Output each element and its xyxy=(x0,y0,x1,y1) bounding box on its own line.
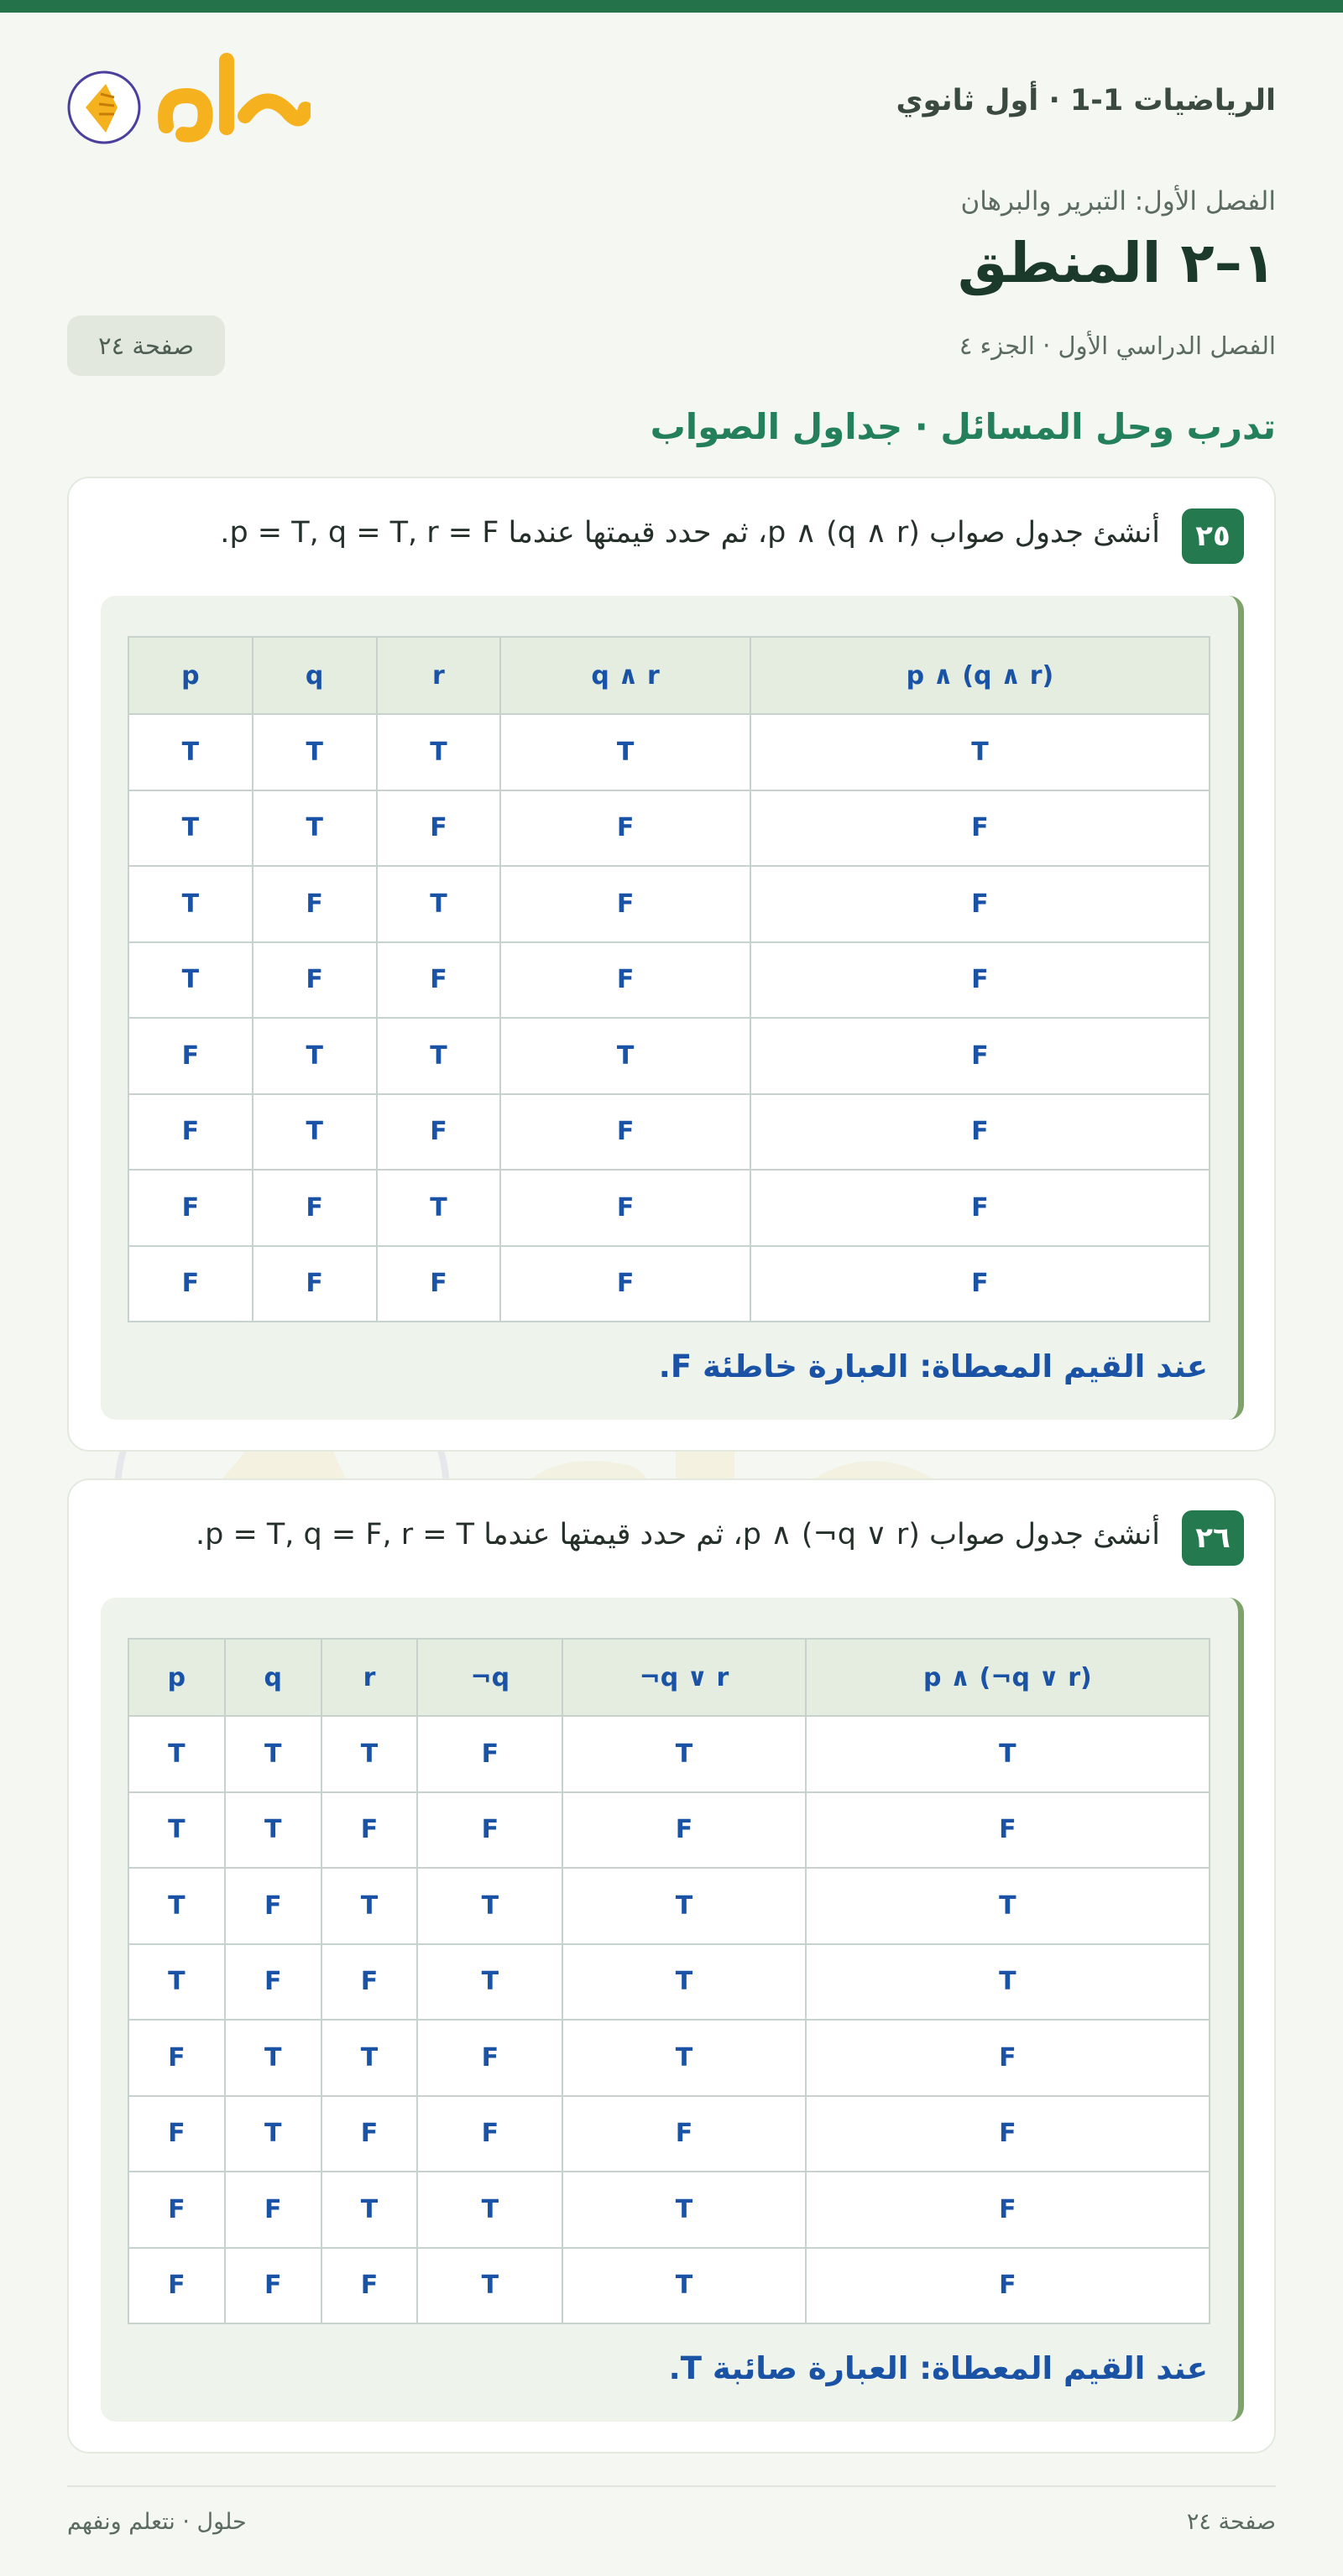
table-cell: T xyxy=(750,714,1210,790)
table-cell: F xyxy=(128,2248,225,2324)
problem-number-badge: ٢٥ xyxy=(1182,508,1244,564)
table-row xyxy=(128,1094,1210,1171)
table-cell: F xyxy=(128,1246,253,1322)
table-row xyxy=(128,1944,1210,2021)
table-cell: T xyxy=(377,1170,501,1246)
column-header: q ∧ r xyxy=(500,637,750,714)
top-accent-bar xyxy=(0,0,1343,13)
table-row xyxy=(128,714,1210,790)
table-cell: F xyxy=(377,1094,501,1171)
hulul-logo-icon xyxy=(67,50,311,151)
table-cell: T xyxy=(321,1716,418,1792)
table-row xyxy=(128,1868,1210,1944)
table-cell: F xyxy=(128,2096,225,2172)
problem-card-26 xyxy=(67,1478,1276,2453)
column-header: ¬q ∨ r xyxy=(562,1639,806,1716)
table-row xyxy=(128,1018,1210,1094)
table-cell: F xyxy=(128,1170,253,1246)
column-header: p xyxy=(128,637,253,714)
table-cell: F xyxy=(500,1094,750,1171)
table-cell: T xyxy=(500,714,750,790)
table-cell: F xyxy=(562,2096,806,2172)
table-cell: T xyxy=(128,1792,225,1869)
page-pill: صفحة ٢٤ xyxy=(67,315,225,376)
table-cell: T xyxy=(562,2172,806,2248)
table-cell: T xyxy=(806,1944,1210,2021)
table-cell: F xyxy=(750,790,1210,867)
table-cell: T xyxy=(128,714,253,790)
column-header: q xyxy=(253,637,377,714)
table-cell: F xyxy=(750,1018,1210,1094)
table-cell: T xyxy=(128,866,253,942)
table-cell: F xyxy=(750,1170,1210,1246)
table-cell: F xyxy=(500,1246,750,1322)
table-cell: T xyxy=(417,2248,562,2324)
table-cell: T xyxy=(128,790,253,867)
table-cell: F xyxy=(562,1792,806,1869)
table-row xyxy=(128,866,1210,942)
problem-number-badge: ٢٦ xyxy=(1182,1510,1244,1566)
table-cell: T xyxy=(417,1944,562,2021)
table-cell: F xyxy=(321,1792,418,1869)
chapter-label: الفصل الأول: التبرير والبرهان xyxy=(960,186,1276,216)
table-cell: F xyxy=(750,1246,1210,1322)
table-cell: T xyxy=(417,1868,562,1944)
column-header: ¬q xyxy=(417,1639,562,1716)
table-cell: F xyxy=(500,1170,750,1246)
footer-tagline: حلول · نتعلم ونفهم xyxy=(67,2509,247,2535)
table-cell: T xyxy=(253,790,377,867)
column-header: p ∧ (¬q ∨ r) xyxy=(806,1639,1210,1716)
table-row xyxy=(128,1792,1210,1869)
table-cell: T xyxy=(377,714,501,790)
problem-question: أنشئ جدول صواب p ∧ (¬q ∨ r)، ثم حدد قيمتها عندما p = T, q = F, r = T. xyxy=(195,1518,1160,1551)
table-cell: T xyxy=(253,1094,377,1171)
table-cell: F xyxy=(417,2096,562,2172)
table-cell: T xyxy=(128,1716,225,1792)
footer-divider xyxy=(67,2485,1276,2487)
table-cell: T xyxy=(417,2172,562,2248)
table-row xyxy=(128,2020,1210,2096)
table-cell: F xyxy=(128,2020,225,2096)
table-cell: F xyxy=(750,1094,1210,1171)
table-header-row xyxy=(128,637,1210,714)
table-cell: F xyxy=(321,1944,418,2021)
answer-box xyxy=(101,1598,1244,2422)
table-cell: F xyxy=(321,2248,418,2324)
table-cell: F xyxy=(377,1246,501,1322)
table-cell: F xyxy=(750,866,1210,942)
table-cell: F xyxy=(417,1792,562,1869)
page-header xyxy=(67,50,1276,159)
table-cell: F xyxy=(225,2248,321,2324)
table-row xyxy=(128,2172,1210,2248)
table-row xyxy=(128,790,1210,867)
table-cell: T xyxy=(500,1018,750,1094)
table-cell: T xyxy=(225,2096,321,2172)
table-cell: F xyxy=(321,2096,418,2172)
table-row xyxy=(128,1716,1210,1792)
table-row xyxy=(128,942,1210,1019)
table-cell: F xyxy=(806,2096,1210,2172)
table-cell: F xyxy=(377,790,501,867)
table-cell: T xyxy=(377,866,501,942)
table-cell: T xyxy=(321,2172,418,2248)
table-cell: T xyxy=(321,2020,418,2096)
lesson-title: ١–٢ المنطق xyxy=(958,231,1276,295)
column-header: r xyxy=(321,1639,418,1716)
table-cell: F xyxy=(500,866,750,942)
table-row xyxy=(128,1246,1210,1322)
truth-table-26 xyxy=(128,1638,1210,2324)
table-row xyxy=(128,2248,1210,2324)
table-cell: F xyxy=(806,2020,1210,2096)
table-cell: F xyxy=(128,1018,253,1094)
table-cell: F xyxy=(128,1094,253,1171)
table-cell: F xyxy=(806,2248,1210,2324)
table-cell: F xyxy=(750,942,1210,1019)
table-cell: T xyxy=(225,2020,321,2096)
conclusion-text: عند القيم المعطاة: العبارة خاطئة F. xyxy=(658,1348,1208,1384)
table-cell: F xyxy=(377,942,501,1019)
table-row xyxy=(128,2096,1210,2172)
section-heading: تدرب وحل المسائل · جداول الصواب xyxy=(650,406,1276,447)
table-cell: T xyxy=(562,1868,806,1944)
table-cell: T xyxy=(562,2020,806,2096)
table-cell: F xyxy=(128,2172,225,2248)
table-cell: T xyxy=(253,1018,377,1094)
table-cell: F xyxy=(500,790,750,867)
table-cell: F xyxy=(417,2020,562,2096)
table-cell: T xyxy=(321,1868,418,1944)
table-cell: T xyxy=(562,2248,806,2324)
table-cell: T xyxy=(562,1716,806,1792)
course-title: الرياضيات 1-1 · أول ثانوي xyxy=(896,84,1276,117)
table-cell: F xyxy=(806,1792,1210,1869)
table-cell: T xyxy=(128,942,253,1019)
table-row xyxy=(128,1170,1210,1246)
table-cell: T xyxy=(562,1944,806,2021)
problem-card-25 xyxy=(67,477,1276,1452)
table-cell: T xyxy=(225,1792,321,1869)
column-header: q xyxy=(225,1639,321,1716)
table-cell: F xyxy=(253,866,377,942)
column-header: p xyxy=(128,1639,225,1716)
column-header: p ∧ (q ∧ r) xyxy=(750,637,1210,714)
table-cell: F xyxy=(253,1170,377,1246)
conclusion-text: عند القيم المعطاة: العبارة صائبة T. xyxy=(668,2350,1208,2386)
table-cell: T xyxy=(253,714,377,790)
table-cell: F xyxy=(806,2172,1210,2248)
table-cell: F xyxy=(253,1246,377,1322)
footer-page-number: صفحة ٢٤ xyxy=(1186,2509,1276,2535)
table-cell: T xyxy=(806,1716,1210,1792)
table-cell: F xyxy=(225,1944,321,2021)
table-cell: F xyxy=(500,942,750,1019)
table-cell: T xyxy=(128,1944,225,2021)
table-cell: T xyxy=(225,1716,321,1792)
table-cell: F xyxy=(253,942,377,1019)
column-header: r xyxy=(377,637,501,714)
problem-question: أنشئ جدول صواب p ∧ (q ∧ r)، ثم حدد قيمتها عندما p = T, q = T, r = F. xyxy=(220,516,1160,550)
table-cell: T xyxy=(377,1018,501,1094)
table-cell: T xyxy=(806,1868,1210,1944)
truth-table-25 xyxy=(128,636,1210,1322)
table-cell: T xyxy=(128,1868,225,1944)
table-header-row xyxy=(128,1639,1210,1716)
term-label: الفصل الدراسي الأول · الجزء ٤ xyxy=(959,331,1276,360)
table-cell: F xyxy=(417,1716,562,1792)
table-cell: F xyxy=(225,1868,321,1944)
table-cell: F xyxy=(225,2172,321,2248)
answer-box xyxy=(101,596,1244,1420)
